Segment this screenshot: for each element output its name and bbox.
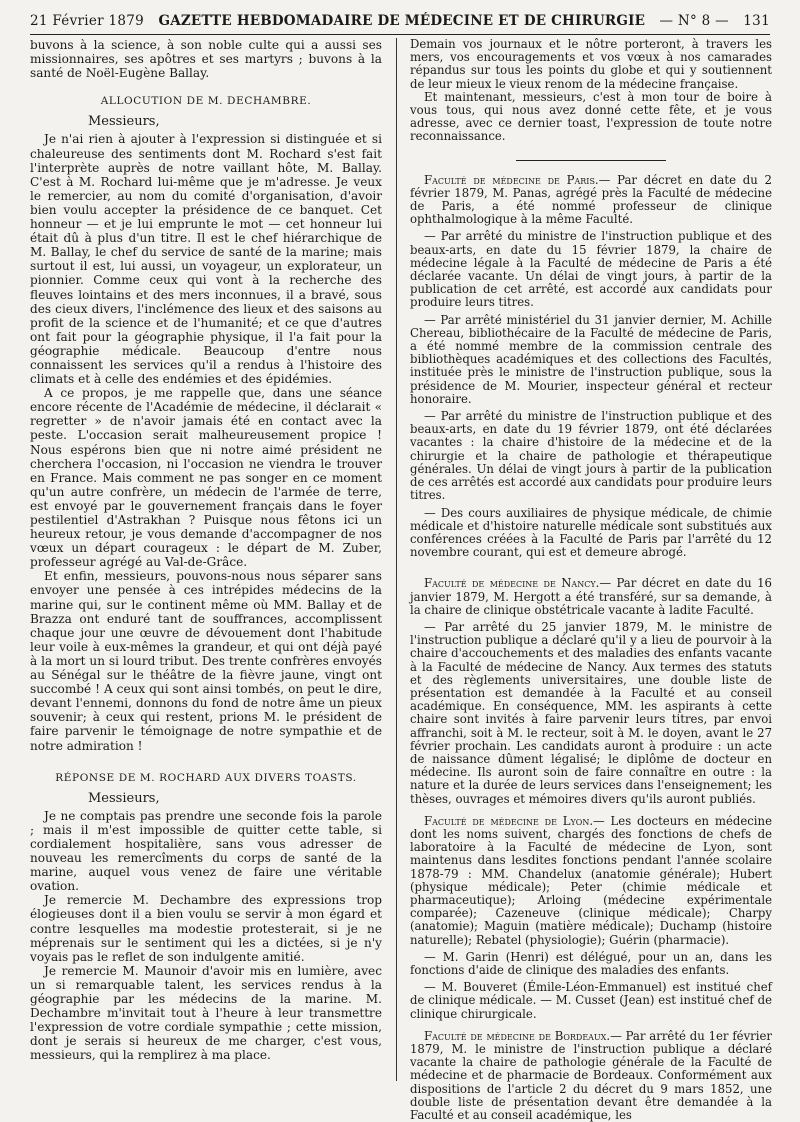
paragraph: buvons à la science, à son noble culte qui a aussi ses missionnaires, ses apôtres et ses martyrs ; buvons à la santé de Noël-Eugène Ballay. (30, 38, 382, 81)
news-item: — Par arrêté du ministre de l'instruction publique et des beaux-arts, en date du 19 février 1879, ont été déclarées vacantes : la chaire d'histoire de la médecine et de la chirurgie et la chaire de pathologie et thérapeutique générales. Un délai de vingt jours à partir de la publication de ces arrêtés est accordé aux candidats pour produire leurs titres. (410, 409, 772, 503)
right-column (410, 37, 773, 1122)
issue-date: 21 Février 1879 (30, 13, 145, 29)
column-divider (396, 38, 397, 1081)
salutation: Messieurs, (88, 114, 160, 130)
paragraph: Je remercie M. Dechambre des expressions trop élogieuses dont il a bien voulu se servir à mon égard et contre lesquelles ma modestie protesterait, si je ne méprenais sur le sentiment qui les a dictées, si je n'y voyais pas le reflet de son indulgente amitié. (30, 893, 382, 964)
news-item: — M. Bouveret (Émile-Léon-Emmanuel) est institué chef de clinique médicale. — M. Cusset (Jean) est institué chef de clinique chirurgicale. (410, 980, 772, 1021)
news-item: — Par arrêté ministériel du 31 janvier dernier, M. Achille Chereau, bibliothécaire de la Faculté de médecine de Paris, a été nommé membre de la commission centrale des bibliothèques académiques et des collections des Facultés, instituée près le ministre de l'instruction publique, sous la présidence de M. Mourier, inspecteur général et recteur honoraire. (410, 312, 772, 406)
section-rule (516, 160, 666, 161)
paragraph: A ce propos, je me rappelle que, dans une séance encore récente de l'Académie de médecine, il déclarait « regretter » de n'avoir jamais été en contact avec la peste. L'occasion serait malheureusement propice ! Nous espérons bien que ni notre aimé président ne cherchera l'occasion, ni l'occasion ne viendra le trouver en France. Mais comment ne pas songer en ce moment qu'un autre confrère, un médecin de l'armée de terre, est envoyé par le gouvernement français dans le foyer pestilentiel d'Astrakhan ? Puisque nous fêtons ici un heureux retour, je vous demande d'accompagner de nos vœux un départ courageux : le départ de M. Zuber, professeur agrégé au Val-de-Grâce. (30, 386, 382, 570)
news-item: Faculté de médecine de Paris.— Par décret en date du 2 février 1879, M. Panas, agrégé près la Faculté de médecine de Paris, a été nommé professeur de clinique ophthalmologique à la même Faculté. (410, 172, 772, 227)
faculty-heading: Faculté de médecine de Bordeaux. (424, 1028, 611, 1043)
paragraph: Et maintenant, messieurs, c'est à mon tour de boire à vous tous, qui nous avez donné cette fête, et je vous adresse, avec ce dernier toast, l'expression de toute notre reconnaissance. (410, 89, 772, 144)
news-item: — Par arrêté du ministre de l'instruction publique et des beaux-arts, en date du 15 février 1879, la chaire de médecine légale à la Faculté de médecine de Paris a été déclarée vacante. Un délai de vingt jours, à partir de la publication de cet arrêté, est accordé aux candidats pour produire leurs titres. (410, 229, 772, 310)
section-title: RÉPONSE DE M. ROCHARD AUX DIVERS TOASTS. (55, 771, 357, 784)
journal-title: GAZETTE HEBDOMADAIRE DE MÉDECINE ET DE CHIRURGIE (158, 13, 646, 29)
page-header (30, 8, 770, 35)
faculty-heading: Faculté de médecine de Lyon. (424, 813, 594, 828)
news-item: Faculté de médecine de Lyon.— Les docteurs en médecine dont les noms suivent, chargés des fonctions de chefs de laboratoire à la Faculté de médecine de Lyon, sont maintenus dans lesdites fonctions pendant l'année scolaire 1878-79 : MM. Chandelux (anatomie générale); Hubert (physique médicale); Peter (chimie médicale et pharmaceutique); Arloing (médecine expérimentale comparée); Cazeneuve (clinique médicale); Charpy (anatomie); Maguin (matière médicale); Duchamp (histoire naturelle); Rebatel (physiologie); Guérin (pharmacie). (410, 813, 772, 947)
paragraph: Je ne comptais pas prendre une seconde fois la parole ; mais il m'est impossible de quitter cette table, si cordialement hospitalière, sans vous adresser de nouveau les remercîments du corps de santé de la marine, auquel vous venez de faire une véritable ovation. (30, 808, 382, 894)
paragraph: Et enfin, messieurs, pouvons-nous nous séparer sans envoyer une pensée à ces intrépides médecins de la marine qui, sur le continent même où MM. Ballay et de Brazza ont enduré tant de souffrances, accomplissent chaque jour une œuvre de dévouement dont l'habitude leur voile à eux-mêmes la grandeur, et qui ont déjà payé à la mort un si lourd tribut. Des trente confrères envoyés au Sénégal sur le théâtre de la fièvre jaune, vingt ont succombé ! A ceux qui sont ainsi tombés, on peut le dire, devant l'ennemi, donnons du fond de notre âme un pieux souvenir; à ceux qui restent, prions M. le président de faire parvenir le témoignage de notre sympathie et de notre admiration ! (30, 569, 382, 753)
faculty-heading: Faculté de médecine de Paris. (424, 172, 599, 187)
salutation: Messieurs, (88, 790, 160, 806)
paragraph: Je n'ai rien à ajouter à l'expression si distinguée et si chaleureuse des sentiments dont M. Rochard s'est fait l'interprète auprès de notre vaillant hôte, M. Ballay. C'est à M. Rochard lui-même que je m'adresse. Je veux le remercier, au nom du comité d'organisation, d'avoir bien voulu accepter la présidence de ce banquet. Cet honneur — et je lui emprunte le mot — cet honneur lui était dû à plus d'un titre. Il est le chef hiérarchique de M. Ballay, le chef du service de santé de la marine; mais surtout il est, lui aussi, un voyageur, un explorateur, un pionnier. Comme ceux qui vont à la recherche des fleuves lointains et des mers inconnues, il a bravé, sous des cieux divers, l'inclémence des lieux et des saisons au profit de la science et de l'humanité; et ce que d'autres ont fait pour la géographie physique, il l'a fait pour la géographie médicale. Beaucoup d'entre nous connaissent les services qu'il a rendus à l'histoire des climats et à celle des endémies et des épidémies. (30, 132, 382, 387)
news-item: Faculté de médecine de Bordeaux.— Par arrêté du 1er février 1879, M. le ministre de l'instruction publique a déclaré vacante la chaire de pathologie générale de la Faculté de médecine et de pharmacie de Bordeaux. Conformément aux dispositions de l'article 2 du décret du 9 mars 1852, une double liste de présentation devant être demandée à la Faculté et au conseil académique, les (410, 1028, 773, 1122)
issue-number: — N° 8 — (659, 13, 729, 29)
news-item: — M. Garin (Henri) est délégué, pour un an, dans les fonctions d'aide de clinique des maladies des enfants. (410, 949, 772, 977)
news-item: — Des cours auxiliaires de physique médicale, de chimie médicale et d'histoire naturelle médicale sont substitués aux conférences créées à la Faculté de Paris par l'arrêté du 12 novembre courant, qui est et demeure abrogé. (410, 505, 772, 560)
news-item: Faculté de médecine de Nancy.— Par décret en date du 16 janvier 1879, M. Hergott a été transféré, sur sa demande, à la chaire de clinique obstétricale vacante à ladite Faculté. (410, 576, 772, 617)
section-title: ALLOCUTION DE M. DECHAMBRE. (100, 95, 312, 108)
paragraph: Je remercie M. Maunoir d'avoir mis en lumière, avec un si remarquable talent, les services rendus à la géographie par les médecins de la marine. M. Dechambre m'invitait tout à l'heure à leur transmettre l'expression de votre cordiale sympathie ; cette mission, dont je serais si heureux de me charger, c'est vous, messieurs, qui la remplirez à ma place. (30, 963, 382, 1063)
news-item: — Par arrêté du 25 janvier 1879, M. le ministre de l'instruction publique a déclaré qu'il y a lieu de pourvoir à la chaire d'accouchements et des maladies des enfants vacante à la Faculté de médecine de Nancy. Aux termes des statuts et des règlements universitaires, une double liste de présentation est demandée à la Faculté et au conseil académique. En conséquence, MM. les aspirants à cette chaire sont invités à faire parvenir leurs titres, par envoi affranchi, soit à M. le recteur, soit à M. le doyen, avant le 27 février prochain. Les candidats auront à produire : un acte de naissance dûment légalisé; le diplôme de docteur en médecine. Ils auront soin de faire connaître en outre : la nature et la durée de leurs services dans l'enseignement; les thèses, ouvrages et mémoires divers qu'ils auront publiés. (410, 619, 772, 806)
page-number: 131 (743, 13, 770, 29)
paragraph: Demain vos journaux et le nôtre porteront, à travers les mers, vos encouragements et vos vœux à nos camarades répandus sur tous les points du globe et qui y soutiennent de leur mieux le vieux renom de la médecine française. (410, 37, 772, 91)
faculty-heading: Faculté de médecine de Nancy. (424, 576, 600, 591)
left-column (30, 38, 382, 1081)
